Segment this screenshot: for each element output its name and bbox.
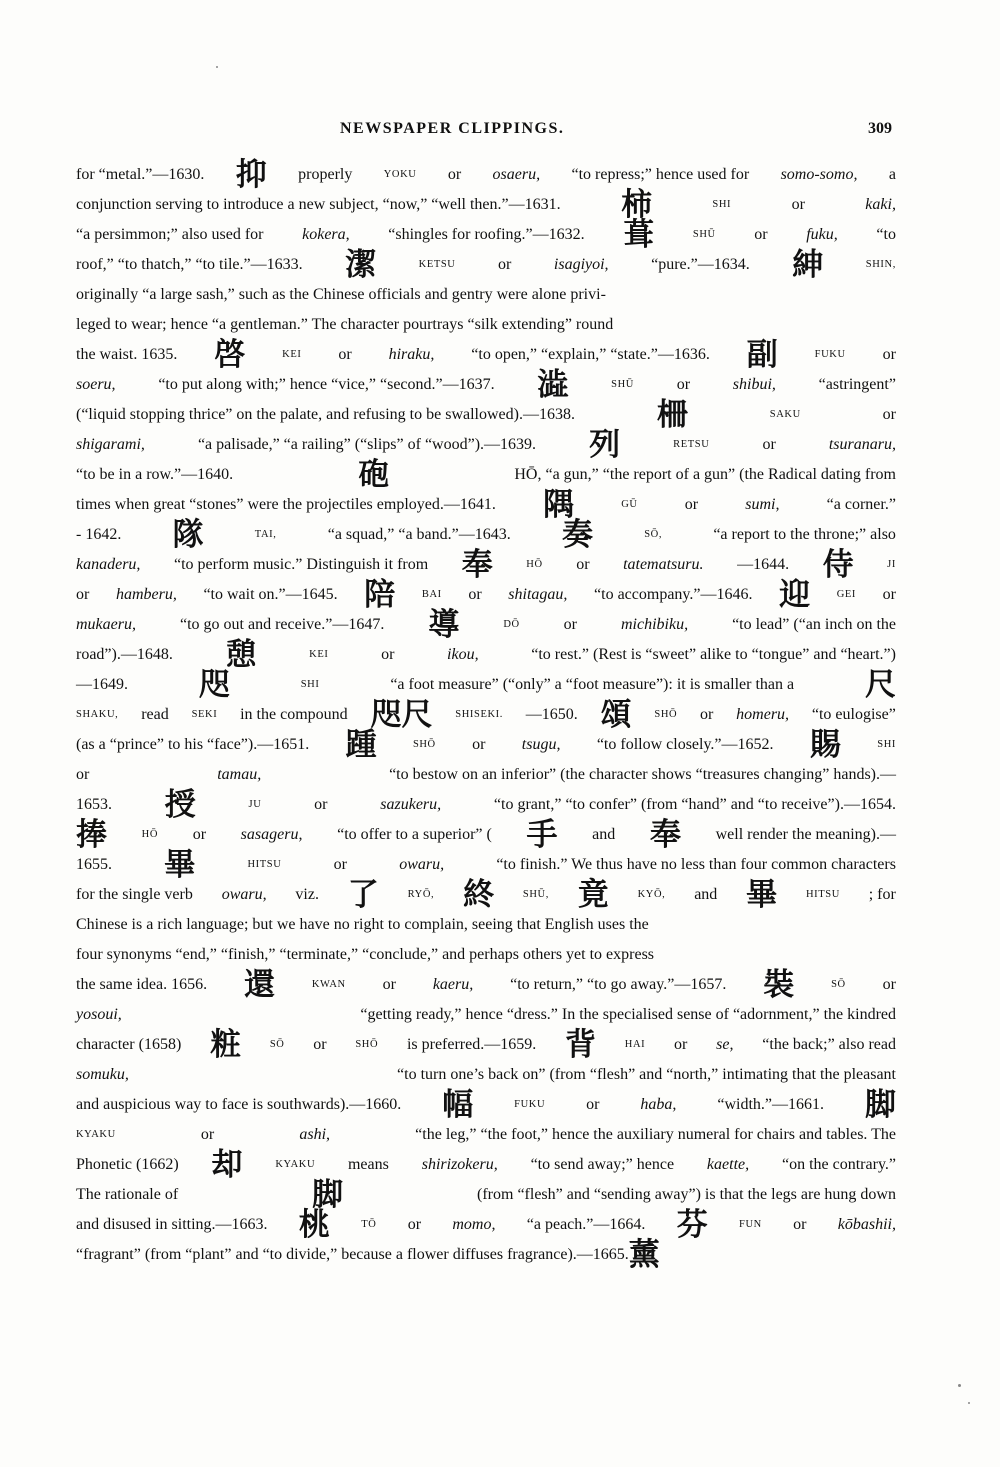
italic-reading: haba, [640,1096,677,1113]
italic-reading: shibui, [732,376,776,393]
text-run: “to grant,” “to confer” (from “hand” and “to receive”).—1654. [493,796,896,813]
kanji-character: 終 [463,877,495,913]
italic-reading: kōbashii, [837,1216,896,1233]
text-run: “to go out and receive.”—1647. [179,616,385,633]
small-caps-reading: RETSU [673,439,710,450]
text-line [76,910,896,940]
text-run: character (1658) [76,1036,182,1053]
italic-reading: ikou, [447,646,479,663]
small-caps-reading: KEI [309,649,329,660]
small-caps-reading: KWAN [311,979,346,990]
small-caps-reading: YOKU [383,169,417,180]
italic-reading: homeru, [736,706,790,723]
text-run: “to open,” “explain,” “state.”—1636. [471,346,710,363]
kanji-character: 賜 [809,727,841,763]
small-caps-reading: SŌ, [644,529,663,540]
text-line [76,457,896,493]
kanji-character: 啓 [214,337,246,373]
text-run: “to finish.” We thus have no less than four common characters [496,856,896,873]
italic-reading: hamberu, [115,586,177,603]
kanji-character: 裝 [763,967,795,1003]
italic-reading: se, [716,1036,734,1053]
text-line [76,727,896,763]
italic-reading: owaru, [399,856,445,873]
italic-reading: shirizokeru, [421,1156,498,1173]
text-run: “on the contrary.” [781,1156,896,1173]
text-run: or [754,226,768,243]
text-run: “to [876,226,896,243]
text-line [76,517,896,553]
text-run: (as a “prince” to his “face”).—1651. [76,736,310,753]
italic-reading: yosoui, [76,1006,122,1023]
italic-reading: michibiku, [620,616,689,633]
text-run: “a corner.” [826,496,896,513]
italic-reading: tamau, [217,766,262,783]
text-line [76,427,896,463]
text-run: “to repress;” hence used for [571,166,750,183]
text-run: or [882,406,896,423]
small-caps-reading: BAI [421,589,442,600]
kanji-character: 踵 [345,727,377,763]
text-run: “a squad,” “a band.”—1643. [327,526,511,543]
italic-reading: fuku, [806,226,838,243]
italic-reading: kaette, [706,1156,750,1173]
kanji-character: 憩 [225,637,257,673]
text-run: or [882,976,896,993]
small-caps-reading: SHŌ [654,709,678,720]
text-line [76,487,896,523]
kanji-character: 手 [526,817,558,853]
text-run: Chinese is a rich language; but we have no right to complain, seeing that English uses the [76,916,649,933]
text-line [76,667,896,703]
text-run: the waist. 1635. [76,346,178,363]
text-run: “to accompany.”—1646. [594,586,753,603]
text-run: “to wait on.”—1645. [203,586,338,603]
text-line [76,280,896,310]
italic-reading: shitagau, [508,586,568,603]
kanji-character: 畢 [164,847,196,883]
text-run: and [592,826,616,843]
small-caps-reading: KYAKU [76,1129,116,1140]
kanji-character: 葺 [623,217,655,253]
small-caps-reading: KYŌ, [637,889,666,900]
text-run: “a palisade,” “a railing” (“slips” of “wood”).—1639. [197,436,537,453]
kanji-character: 迎 [779,577,811,613]
text-run: or [576,556,590,573]
text-run: —1649. [76,676,128,693]
text-line [76,877,896,913]
text-line [76,817,896,853]
text-run: leged to wear; hence “a gentleman.” The character pourtrays “silk extending” round [76,316,614,333]
italic-reading: tatematsuru. [623,556,704,573]
text-run: - 1642. [76,526,122,543]
text-run: or [472,736,486,753]
text-run: viz. [295,886,319,903]
text-run: “the leg,” “the foot,” hence the auxiliary numeral for chairs and tables. The [415,1126,896,1143]
kanji-character: 列 [589,427,621,463]
text-run: and disused in sitting.—1663. [76,1216,268,1233]
text-run: “to eulogise” [811,706,896,723]
text-run: “to offer to a superior” ( [337,826,492,843]
kanji-character: 奉 [461,547,493,583]
text-line [76,1147,896,1183]
italic-reading: tsuranaru, [828,436,896,453]
text-run: “pure.”—1634. [651,256,750,273]
text-run: “to bestow on an inferior” (the character shows “treasures changing” hands).— [389,766,896,783]
kanji-character: 還 [243,967,275,1003]
text-run: and auspicious way to face is southwards).—1660. [76,1096,402,1113]
italic-reading: owaru, [221,886,267,903]
italic-reading: kokera, [302,226,350,243]
text-run: or [791,196,805,213]
text-run: or [76,586,90,603]
kanji-character: 捧 [76,817,107,853]
page-header [0,120,1000,142]
text-run: or [674,1036,688,1053]
text-run: “to turn one’s back on” (from “flesh” and “north,” intimating that the pleasant [397,1066,896,1083]
text-run: “to follow closely.”—1652. [596,736,774,753]
text-line [76,1237,896,1273]
small-caps-reading: FUKU [814,349,846,360]
italic-reading: isagiyoi, [553,256,609,273]
text-run: 1655. [76,856,112,873]
text-run: or [498,256,512,273]
text-run: “a foot measure” (“only” a “foot measure”): it is smaller than a [390,676,795,693]
small-caps-reading: DŌ [503,619,520,630]
kanji-character: 背 [565,1027,597,1063]
small-caps-reading: SHISEKI. [455,709,503,720]
italic-reading: ashi, [299,1126,331,1143]
text-run: or [192,826,207,843]
text-run: roof,” “to thatch,” “to tile.”—1633. [76,256,303,273]
kanji-character: 竟 [577,877,609,913]
text-line [76,787,896,823]
kanji-character: 咫 [198,667,230,703]
text-run: properly [298,166,353,183]
kanji-character: 紳 [792,247,824,283]
text-line [76,397,896,433]
text-run: Phonetic (1662) [76,1156,179,1173]
text-run: HŌ, “a gun,” “the report of a gun” (the Radical dating from [514,466,896,483]
kanji-character: 尺 [865,667,896,703]
text-run: or [447,166,462,183]
text-run: or [382,976,396,993]
text-line [76,547,896,583]
text-run: for “metal.”—1630. [76,166,205,183]
text-line [76,760,896,790]
text-run: (from “flesh” and “sending away”) is that the legs are hung down [477,1186,896,1203]
text-run: or [563,616,577,633]
kanji-character: 澁 [537,367,569,403]
kanji-character: 脚 [864,1087,896,1123]
text-line [76,1207,896,1243]
italic-reading: mukaeru, [76,616,136,633]
kanji-character: 潔 [345,247,377,283]
small-caps-reading: TAI, [254,529,277,540]
text-run: or [333,856,347,873]
text-run: or [882,586,896,603]
text-run: or [762,436,776,453]
body-text [76,157,896,1273]
text-run: “fragrant” (from “plant” and “to divide,” because a flower diffuses fragrance).—1665. [76,1246,629,1263]
text-line [76,1000,896,1030]
small-caps-reading: HŌ [526,559,543,570]
text-line [76,847,896,883]
italic-reading: momo, [452,1216,496,1233]
small-caps-reading: SHIN, [865,259,896,270]
text-run: “astringent” [818,376,896,393]
kanji-character: 脚 [312,1177,344,1213]
kanji-character: 砲 [358,457,390,493]
small-caps-reading: GŪ [621,499,638,510]
small-caps-reading: SEKI [191,709,218,720]
text-run: or [684,496,699,513]
text-run: and [694,886,718,903]
small-caps-reading: SHŪ [611,379,634,390]
kanji-character: 導 [428,607,460,643]
text-run: or [200,1126,215,1143]
small-caps-reading: KEI [282,349,302,360]
text-line [76,637,896,673]
text-line [76,367,896,403]
text-run: well render the meaning).— [715,826,896,843]
text-run: or [314,796,328,813]
text-run: —1650. [525,706,578,723]
text-run: or [407,1216,422,1233]
small-caps-reading: KYAKU [275,1159,316,1170]
small-caps-reading: HITSU [805,889,840,900]
kanji-character: 芬 [676,1207,708,1243]
text-run: “to send away;” hence [530,1156,675,1173]
kanji-character: 抑 [235,157,267,193]
italic-reading: shigarami, [76,436,145,453]
italic-reading: osaeru, [492,166,541,183]
small-caps-reading: KETSU [418,259,456,270]
kanji-character: 咫尺 [370,697,433,733]
small-caps-reading: HAI [624,1039,646,1050]
kanji-character: 粧 [210,1027,242,1063]
text-line [76,1087,896,1123]
italic-reading: sasageru, [240,826,303,843]
kanji-character: 柿 [621,187,653,223]
scan-speck [968,1402,970,1404]
text-line [76,1120,896,1150]
italic-reading: somuku, [76,1066,129,1083]
text-line [76,1027,896,1063]
small-caps-reading: SHŌ [412,739,436,750]
kanji-character: 奏 [562,517,593,553]
text-run: “to rest.” (Rest is “sweet” alike to “tongue” and “heart.”) [531,646,896,663]
text-run: “a persimmon;” also used for [76,226,264,243]
kanji-character: 侍 [822,547,854,583]
small-caps-reading: JI [887,559,896,570]
text-run: or [676,376,691,393]
text-run: or [793,1216,807,1233]
text-run: The rationale of [76,1186,179,1203]
text-line [76,607,896,643]
text-line [76,577,896,613]
text-run: four synonyms “end,” “finish,” “terminate,” “conclude,” and perhaps others yet to express [76,946,655,963]
text-run: conjunction serving to introduce a new subject, “now,” “well then.”—1631. [76,196,561,213]
text-run: or [338,346,352,363]
italic-reading: sazukeru, [380,796,442,813]
small-caps-reading: FUN [739,1219,762,1230]
text-run: (“liquid stopping thrice” on the palate, and refusing to be swallowed).—1638. [76,406,575,423]
text-run: or [381,646,395,663]
text-run: “to return,” “to go away.”—1657. [510,976,727,993]
small-caps-reading: SHŌ [355,1039,379,1050]
text-run: “width.”—1661. [717,1096,825,1113]
text-run: or [313,1036,327,1053]
page-number: 309 [868,120,892,137]
text-line [76,967,896,1003]
small-caps-reading: HŌ [141,829,159,840]
text-line [76,940,896,970]
small-caps-reading: RYŌ, [407,889,435,900]
text-run: originally “a large sash,” such as the Chinese officials and gentry were alone privi- [76,286,606,303]
text-run: is preferred.—1659. [406,1036,537,1053]
kanji-character: 柵 [656,397,688,433]
small-caps-reading: SHI [300,679,320,690]
text-run: “getting ready,” hence “dress.” In the specialised sense of “adornment,” the kindred [360,1006,896,1023]
italic-reading: kaki, [865,196,896,213]
small-caps-reading: JU [248,799,262,810]
kanji-character: 隅 [543,487,575,523]
text-run: “to perform music.” Distinguish it from [173,556,429,573]
italic-reading: kanaderu, [76,556,141,573]
small-caps-reading: SŌ [269,1039,285,1050]
text-run: or [882,346,896,363]
small-caps-reading: GEI [836,589,857,600]
text-line [76,310,896,340]
kanji-character: 奉 [649,817,681,853]
small-caps-reading: TŌ [361,1219,377,1230]
kanji-character: 薰 [628,1237,660,1273]
scan-speck [216,66,218,68]
small-caps-reading: SHŪ, [522,889,549,900]
text-run: or [468,586,482,603]
kanji-character: 桃 [298,1207,330,1243]
kanji-character: 隊 [172,517,204,553]
text-run: or [586,1096,600,1113]
text-run: for the single verb [76,886,193,903]
text-run: “to be in a row.”—1640. [76,466,234,483]
small-caps-reading: SHI [877,739,896,750]
scan-speck [958,1384,961,1387]
kanji-character: 副 [746,337,778,373]
text-line [76,157,896,193]
text-run: “the back;” also read [762,1036,896,1053]
italic-reading: soeru, [76,376,116,393]
italic-reading: hiraku, [388,346,435,363]
text-run: means [347,1156,389,1173]
text-run: the same idea. 1656. [76,976,208,993]
text-run: a [888,166,896,183]
kanji-character: 了 [347,877,379,913]
small-caps-reading: SŌ [831,979,846,990]
text-line [76,217,896,253]
kanji-character: 畢 [746,877,778,913]
kanji-character: 授 [164,787,196,823]
italic-reading: tsugu, [521,736,561,753]
kanji-character: 陪 [364,577,396,613]
small-caps-reading: SAKU [769,409,801,420]
kanji-character: 却 [211,1147,243,1183]
text-run: in the compound [240,706,348,723]
text-line [76,187,896,223]
text-run: or [700,706,714,723]
text-run: or [76,766,90,783]
italic-reading: sumi, [745,496,780,513]
text-run: ; for [868,886,896,903]
text-run: road”).—1648. [76,646,173,663]
text-line [76,337,896,373]
kanji-character: 頌 [600,697,632,733]
text-run: —1644. [737,556,790,573]
text-run: “shingles for roofing.”—1632. [388,226,585,243]
text-line [76,1060,896,1090]
small-caps-reading: SHŪ [692,229,716,240]
kanji-character: 幅 [442,1087,474,1123]
text-run: “a report to the throne;” also [713,526,896,543]
small-caps-reading: FUKU [514,1099,546,1110]
text-line [76,247,896,283]
text-run: “to put along with;” hence “vice,” “second.”—1637. [158,376,495,393]
small-caps-reading: SHAKU, [76,709,119,720]
italic-reading: kaeru, [432,976,474,993]
text-run: read [141,706,169,723]
text-run: times when great “stones” were the projectiles employed.—1641. [76,496,496,513]
small-caps-reading: HITSU [247,859,282,870]
text-run: 1653. [76,796,112,813]
running-head: NEWSPAPER CLIPPINGS. [340,120,565,137]
text-run: “a peach.”—1664. [526,1216,646,1233]
text-run: “to lead” (“an inch on the [732,616,896,633]
text-line [76,1177,896,1213]
text-line [76,697,896,733]
italic-reading: somo-somo, [780,166,858,183]
small-caps-reading: SHI [712,199,732,210]
